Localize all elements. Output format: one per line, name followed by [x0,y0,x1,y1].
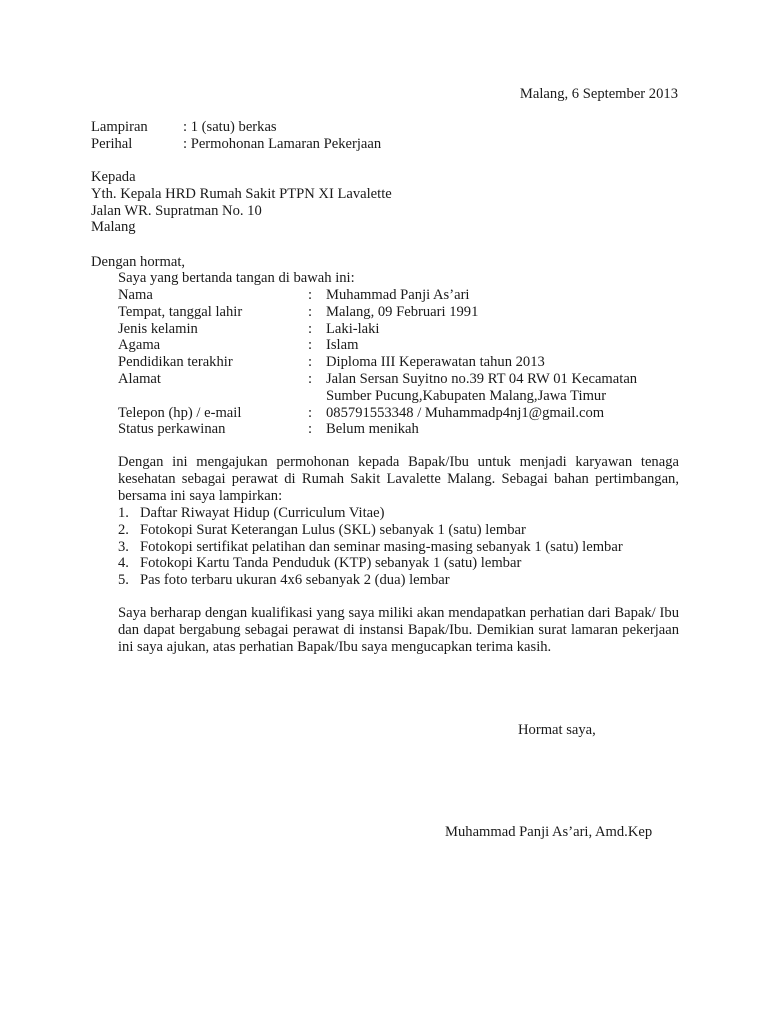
list-item-number: 3. [118,538,129,555]
identity-colon: : [308,421,313,438]
identity-row-telepon [118,405,688,422]
body-paragraph-1: Dengan ini mengajukan permohonan kepada Bapak/Ibu untuk menjadi karyawan tenaga kesehatan sebagai perawat di Rumah Sakit Lavalette Malang. Sebagai bahan pertimbangan, bersama ini saya lampirkan: [118,454,679,504]
list-item-text: Daftar Riwayat Hidup (Curriculum Vitae) [140,505,385,521]
identity-colon: : [308,370,313,387]
identity-value: Malang, 09 Februari 1991 [326,303,479,320]
identity-value: Laki-laki [326,320,380,337]
letter-meta [91,119,491,153]
identity-label: Pendidikan terakhir [118,354,233,371]
identity-value: Diploma III Keperawatan tahun 2013 [326,354,545,371]
identity-colon: : [308,404,313,421]
list-item-text: Fotokopi sertifikat pelatihan dan seminar masing-masing sebanyak 1 (satu) lembar [140,538,623,555]
lampiran-label: Lampiran [91,119,148,135]
identity-table [118,287,688,438]
recipient-line-kepada: Kepada [91,169,136,185]
list-item-number: 4. [118,555,129,572]
list-item-number: 1. [118,505,129,521]
body-paragraph-2: Saya berharap dengan kualifikasi yang saya miliki akan mendapatkan perhatian dari Bapak/ Ibu dan dapat bergabung sebagai perawat di instansi Bapak/Ibu. Demikian surat lamaran pekerjaan ini saya ajukan, atas perhatian Bapak/Ibu saya mengucapkan terima kasih. [118,605,679,655]
alamat-line-1: Jalan Sersan Suyitno no.39 RT 04 RW 01 Kecamatan [326,370,638,387]
identity-value: Islam [326,337,359,354]
lampiran-value: : 1 (satu) berkas [183,119,277,135]
closing-greeting: Hormat saya, [518,722,596,738]
signature-name: Muhammad Panji As’ari, Amd.Kep [445,824,653,840]
recipient-line-street: Jalan WR. Supratman No. 10 [91,202,262,219]
identity-colon: : [308,303,313,320]
alamat-line-2: Sumber Pucung,Kabupaten Malang,Jawa Timur [326,387,607,404]
identity-row-status [118,421,688,438]
identity-label: Nama [118,287,153,303]
identity-colon: : [308,287,313,303]
identity-row-nama [118,287,688,304]
recipient-block [91,169,392,236]
identity-label: Alamat [118,370,161,387]
identity-row-jenis-kelamin [118,321,688,338]
identity-colon: : [308,337,313,354]
identity-label: Tempat, tanggal lahir [118,303,243,320]
perihal-label: Perihal [91,135,133,152]
recipient-line-name: Yth. Kepala HRD Rumah Sakit PTPN XI Lavalette [91,185,392,202]
identity-row-agama [118,337,688,354]
list-item-text: Fotokopi Kartu Tanda Penduduk (KTP) sebanyak 1 (satu) lembar [140,555,522,572]
identity-label: Telepon (hp) / e-mail [118,404,242,421]
identity-value: Muhammad Panji As’ari [326,287,470,303]
identity-label: Agama [118,337,161,354]
identity-label: Status perkawinan [118,421,226,438]
identity-row-alamat [118,371,688,405]
list-item-number: 2. [118,521,129,538]
list-item-text: Fotokopi Surat Keterangan Lulus (SKL) sebanyak 1 (satu) lembar [140,521,526,538]
identity-colon: : [308,354,313,371]
salutation: Dengan hormat, [91,254,186,270]
recipient-line-city: Malang [91,219,136,236]
identity-row-pendidikan [118,354,688,371]
perihal-value: : Permohonan Lamaran Pekerjaan [183,135,382,152]
identity-colon: : [308,320,313,337]
list-item-number: 5. [118,572,129,589]
list-item-text: Pas foto terbaru ukuran 4x6 sebanyak 2 (dua) lembar [140,572,450,589]
identity-value: 085791553348 / Muhammadp4nj1@gmail.com [326,404,605,421]
identity-row-ttl [118,304,688,321]
intro-line: Saya yang bertanda tangan di bawah ini: [118,270,355,286]
letter-date: Malang, 6 September 2013 [519,86,678,102]
lampiran-row [91,119,491,136]
perihal-row [91,136,491,153]
identity-value: Belum menikah [326,421,419,438]
identity-label: Jenis kelamin [118,320,198,337]
identity-value [326,371,686,405]
